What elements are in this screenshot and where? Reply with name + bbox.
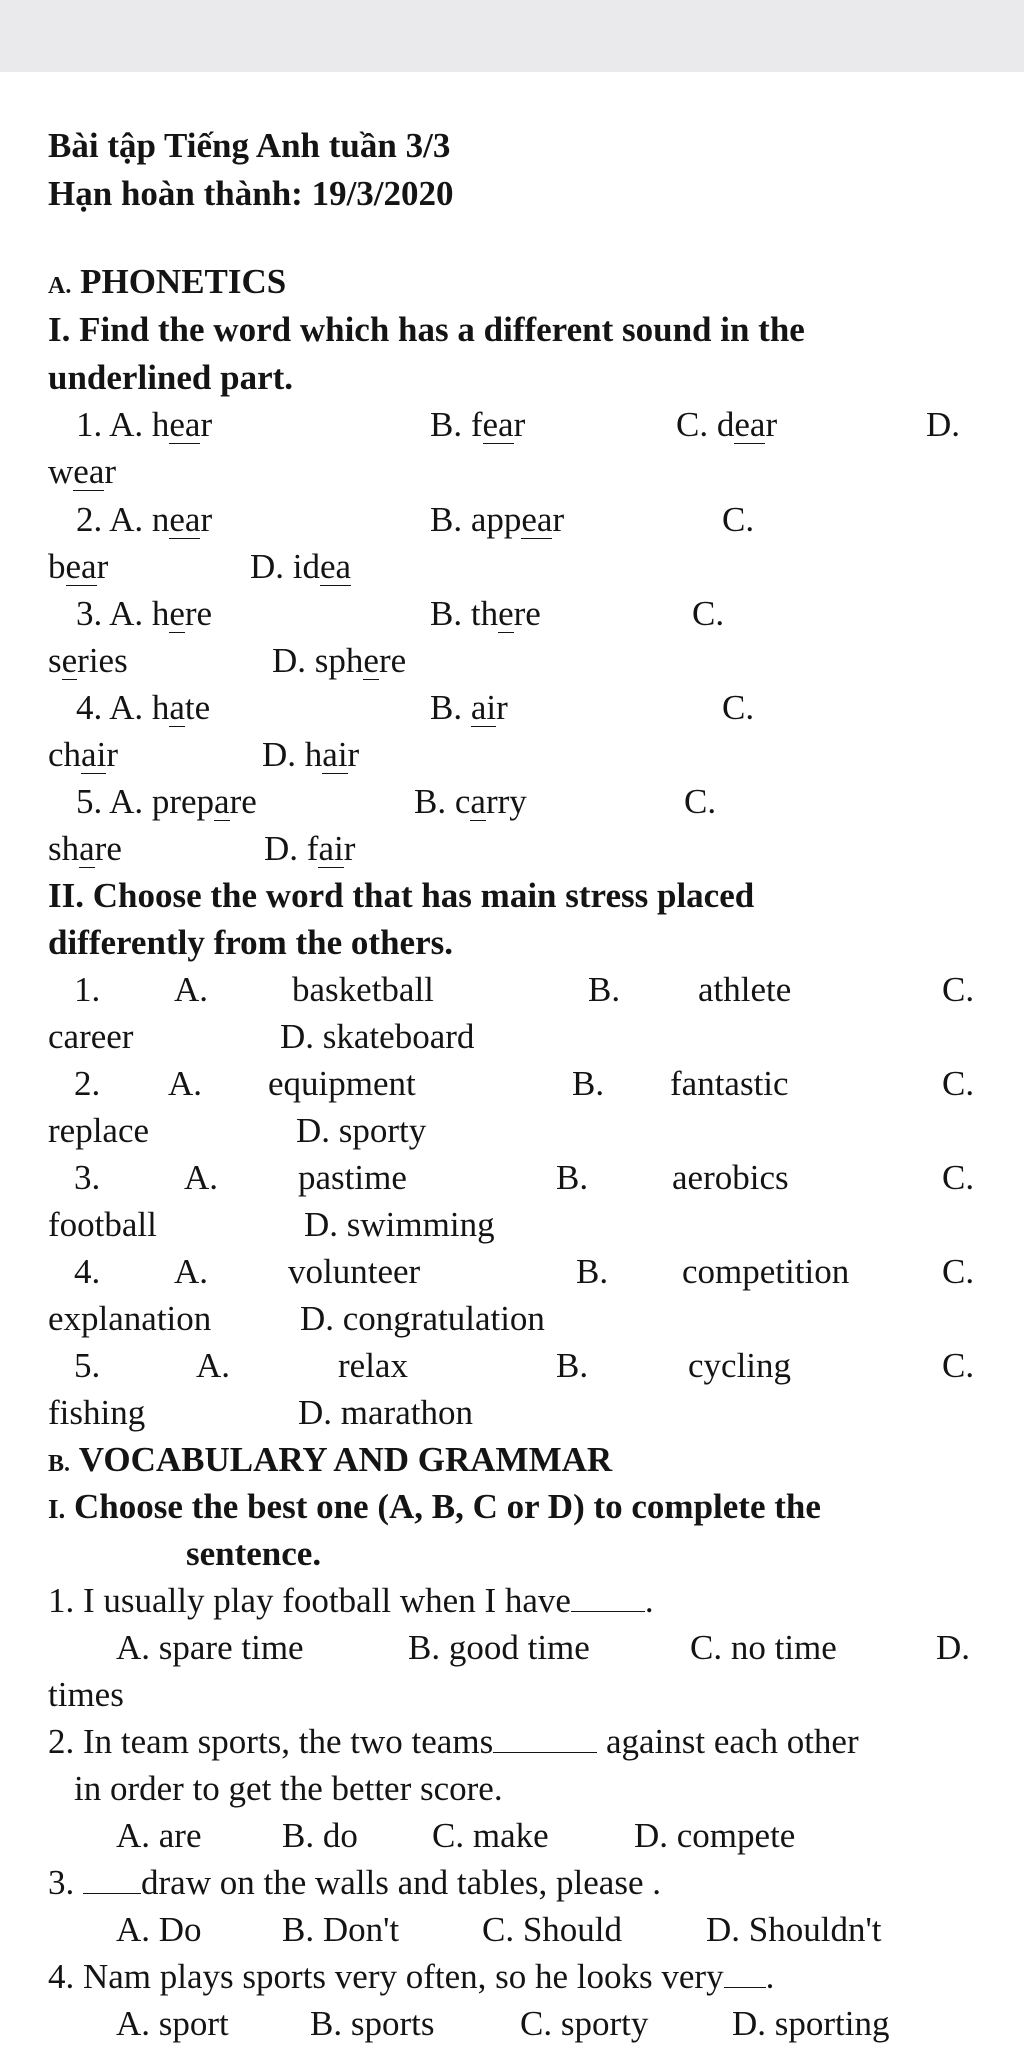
phonetics-q5-option-c-word: share: [48, 829, 122, 868]
grammar-q1-option-c: C. no time: [690, 1628, 837, 1667]
stress-q5-b-label: B.: [556, 1346, 589, 1385]
phonetics-q1-option-a: 1. A. hear: [76, 405, 213, 444]
grammar-q3-stem: 3. draw on the walls and tables, please .: [48, 1863, 661, 1902]
grammar-q2-option-a: A. are: [116, 1816, 202, 1855]
stress-q4-number: 4.: [74, 1252, 101, 1291]
grammar-q2-option-d: D. compete: [634, 1816, 796, 1855]
stress-q4-b-word: competition: [682, 1252, 850, 1291]
stress-q2-number: 2.: [74, 1064, 101, 1103]
stress-q3-c-label: C.: [942, 1158, 975, 1197]
phonetics-q3-option-c-label: C.: [692, 594, 725, 633]
section-a-heading: [48, 262, 286, 306]
phonetics-q3-option-d: D. sphere: [272, 641, 407, 680]
phonetics-q2-option-d: D. idea: [250, 547, 352, 586]
stress-q1-c-word: career: [48, 1017, 134, 1056]
grammar-q3-option-d: D. Shouldn't: [706, 1910, 882, 1949]
grammar-q4-blank: [724, 1957, 766, 1988]
stress-q3-b-word: aerobics: [672, 1158, 789, 1197]
section-b-heading: [48, 1440, 612, 1484]
part-i-heading-line-1: I. Find the word which has a different sound in the: [48, 310, 805, 349]
app-top-bar: [0, 0, 1024, 72]
stress-q2-c-label: C.: [942, 1064, 975, 1103]
stress-q4-a-label: A.: [174, 1252, 209, 1291]
grammar-q2-option-b: B. do: [282, 1816, 358, 1855]
grammar-q2-stem: 2. In team sports, the two teams against each other: [48, 1722, 859, 1761]
stress-q4-d: D. congratulation: [300, 1299, 545, 1338]
stress-q2-d: D. sporty: [296, 1111, 427, 1150]
stress-q4-c-word: explanation: [48, 1299, 212, 1338]
stress-q5-c-label: C.: [942, 1346, 975, 1385]
stress-q3-d: D. swimming: [304, 1205, 495, 1244]
grammar-q2-blank: [493, 1722, 597, 1753]
stress-q1-b-label: B.: [588, 970, 621, 1009]
grammar-q4-option-c: C. sporty: [520, 2004, 649, 2043]
grammar-q4-option-b: B. sports: [310, 2004, 435, 2043]
phonetics-q4-option-c-label: C.: [722, 688, 755, 727]
section-b-part-i-heading-line-1: I. Choose the best one (A, B, C or D) to complete the: [48, 1487, 821, 1526]
grammar-q2-stem-line-2: in order to get the better score.: [74, 1769, 503, 1808]
section-b-part-i-heading-line-2: sentence.: [186, 1534, 322, 1573]
stress-q1-b-word: athlete: [698, 970, 792, 1009]
stress-q1-a-label: A.: [174, 970, 209, 1009]
part-i-heading-line-2: underlined part.: [48, 358, 294, 397]
grammar-q4-option-d: D. sporting: [732, 2004, 890, 2043]
section-a-letter: A.: [48, 273, 72, 299]
phonetics-q4-option-a: 4. A. hate: [76, 688, 211, 727]
stress-q2-b-word: fantastic: [670, 1064, 789, 1103]
stress-q3-b-label: B.: [556, 1158, 589, 1197]
grammar-q4-option-a: A. sport: [116, 2004, 229, 2043]
stress-q5-c-word: fishing: [48, 1393, 146, 1432]
worksheet-title: Bài tập Tiếng Anh tuần 3/3: [48, 126, 451, 165]
stress-q1-c-label: C.: [942, 970, 975, 1009]
grammar-q3-option-a: A. Do: [116, 1910, 202, 1949]
phonetics-q1-option-b: B. fear: [430, 405, 526, 444]
stress-q1-a-word: basketball: [292, 970, 434, 1009]
grammar-q2-option-c: C. make: [432, 1816, 549, 1855]
grammar-q4-stem: 4. Nam plays sports very often, so he looks very .: [48, 1957, 775, 1996]
grammar-q3-option-b: B. Don't: [282, 1910, 400, 1949]
phonetics-q4-option-c-word: chair: [48, 735, 118, 774]
phonetics-q5-option-c-label: C.: [684, 782, 717, 821]
stress-q4-a-word: volunteer: [288, 1252, 421, 1291]
phonetics-q5-option-d: D. fair: [264, 829, 356, 868]
stress-q2-b-label: B.: [572, 1064, 605, 1103]
stress-q2-c-word: replace: [48, 1111, 150, 1150]
phonetics-q3-option-c-word: series: [48, 641, 128, 680]
stress-q5-number: 5.: [74, 1346, 101, 1385]
phonetics-q3-option-a: 3. A. here: [76, 594, 213, 633]
stress-q4-b-label: B.: [576, 1252, 609, 1291]
phonetics-q3-option-b: B. there: [430, 594, 541, 633]
phonetics-q4-option-b: B. air: [430, 688, 508, 727]
phonetics-q1-option-c: C. dear: [676, 405, 778, 444]
grammar-q1-option-d-label: D.: [936, 1628, 971, 1667]
grammar-q1-option-a: A. spare time: [116, 1628, 304, 1667]
stress-q1-number: 1.: [74, 970, 101, 1009]
phonetics-q1-option-d-word: wear: [48, 452, 117, 491]
part-ii-heading-line-1: II. Choose the word that has main stress placed: [48, 876, 755, 915]
stress-q5-a-label: A.: [196, 1346, 231, 1385]
phonetics-q2-option-c-word: bear: [48, 547, 109, 586]
stress-q2-a-label: A.: [168, 1064, 203, 1103]
phonetics-q4-option-d: D. hair: [262, 735, 360, 774]
phonetics-q5-option-b: B. carry: [414, 782, 527, 821]
phonetics-q2-option-c-label: C.: [722, 500, 755, 539]
section-b-letter: B.: [48, 1451, 71, 1477]
stress-q1-d: D. skateboard: [280, 1017, 475, 1056]
stress-q3-a-label: A.: [184, 1158, 219, 1197]
grammar-q1-stem: 1. I usually play football when I have .: [48, 1581, 654, 1620]
section-a-name: PHONETICS: [80, 262, 287, 301]
worksheet-deadline: Hạn hoàn thành: 19/3/2020: [48, 174, 454, 213]
stress-q5-a-word: relax: [338, 1346, 408, 1385]
stress-q3-number: 3.: [74, 1158, 101, 1197]
grammar-q1-blank: [571, 1581, 645, 1612]
phonetics-q1-option-d-label: D.: [926, 405, 961, 444]
stress-q5-d: D. marathon: [298, 1393, 473, 1432]
stress-q3-a-word: pastime: [298, 1158, 407, 1197]
phonetics-q2-option-a: 2. A. near: [76, 500, 213, 539]
worksheet-page: [0, 72, 1024, 2060]
phonetics-q2-option-b: B. appear: [430, 500, 565, 539]
grammar-q1-option-b: B. good time: [408, 1628, 590, 1667]
phonetics-q5-option-a: 5. A. prepare: [76, 782, 257, 821]
stress-q3-c-word: football: [48, 1205, 157, 1244]
stress-q5-b-word: cycling: [688, 1346, 792, 1385]
grammar-q3-option-c: C. Should: [482, 1910, 623, 1949]
stress-q2-a-word: equipment: [268, 1064, 416, 1103]
grammar-q1-option-d-word: times: [48, 1675, 124, 1714]
grammar-q3-blank: [83, 1863, 141, 1894]
part-ii-heading-line-2: differently from the others.: [48, 923, 453, 962]
stress-q4-c-label: C.: [942, 1252, 975, 1291]
section-b-name: VOCABULARY AND GRAMMAR: [78, 1440, 613, 1479]
